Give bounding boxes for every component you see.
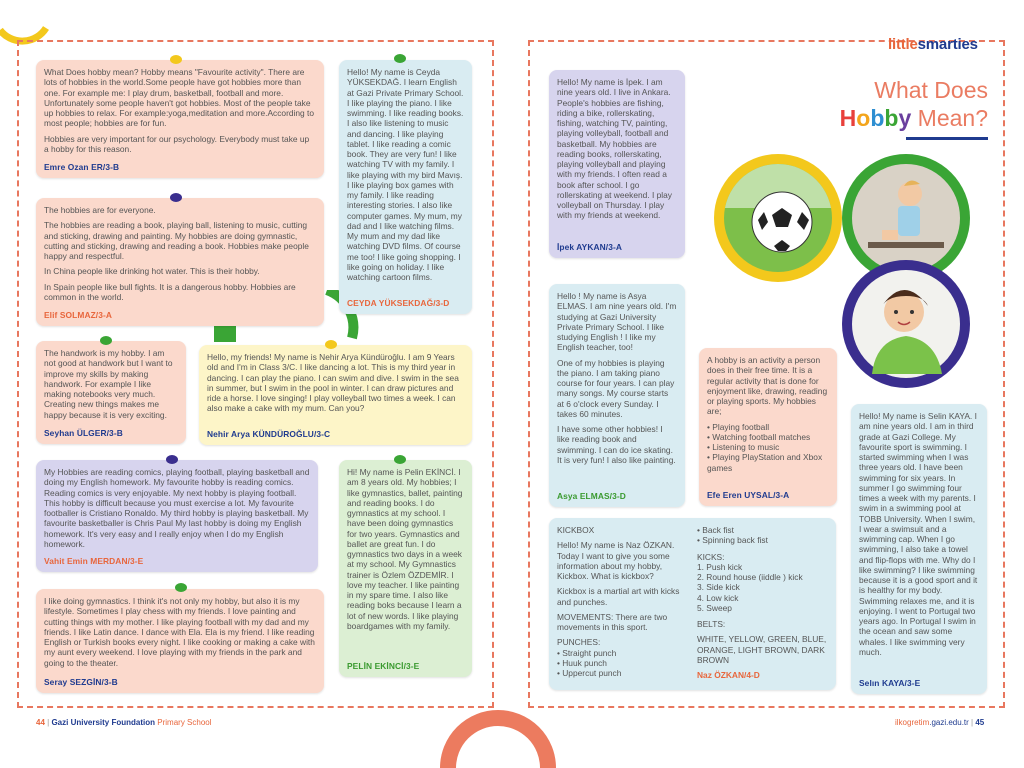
brand-logo-part: li (888, 36, 896, 53)
note-text: Hello, my friends! My name is Nehir Arya Kündüroğlu. I am 9 Years old and I'm in Class 3/C. I like dancing a lot. This is my third year in dancing. I can play the piano. I can swim and dive. I swim in the sea in summer, but I swim in the pool in winter. I can draw pictures and ride a horse. I love singing! I play volleyball two times a week. I can also make a cake with my mum. Can you? (207, 352, 459, 414)
hobby-list-item: • Watching football matches (707, 431, 811, 442)
girl-photo (838, 256, 974, 392)
pin (394, 54, 406, 63)
footer-site: ilkogretim (895, 718, 930, 727)
note-efe (699, 348, 837, 506)
title-line1: What Does (874, 77, 988, 103)
note-nehir (199, 345, 472, 445)
title-hobby-letter: b (870, 105, 885, 131)
note-asya (549, 284, 685, 507)
fist-list (697, 525, 831, 546)
footer-right (895, 718, 984, 727)
football-photo (710, 150, 846, 286)
note-naz (549, 518, 836, 690)
naz-right-column (697, 525, 831, 680)
brand-logo (888, 36, 978, 53)
note-ipek (549, 70, 685, 258)
note-author: Vahit Emin MERDAN/3-E (44, 555, 144, 566)
note-text: In China people like drinking hot water. This is their hobby. (44, 266, 260, 277)
title-hobby-letter: b (884, 105, 899, 131)
page-title (800, 76, 988, 132)
note-text: Hello ! My name is Asya ELMAS. I am nine years old. I'm studying at Gazi University Private Primary School. I like studying English ! I like my English teacher, too! (557, 291, 677, 353)
pin (100, 336, 112, 345)
note-text: Hello! My name is İpek. I am nine years old. I live in Ankara. People's hobbies are fishing, riding a bike, rollerskating, fishing, watching TV, painting, playing volleyball, football and basketball. My hobbies are reading books, rollerskating, playing volleyball and playing with my friends. I often read a book after school. I go rollerskating at weekend. I play volleyball on Thursday. I play with my friends at weekend. (557, 77, 672, 221)
note-author: Asya ELMAS/3-D (557, 490, 626, 501)
note-text: The handwork is my hobby. I am not good at handwork but I want to improve my skills by making handwork. For example I like making notebooks very much. Creating new things makes me happy because it is very exciting. (44, 348, 173, 420)
pin (175, 583, 187, 592)
note-author: Efe Eren UYSAL/3-A (707, 489, 790, 500)
note-text: A hobby is an activity a person does in their free time. It is a regular activity that is done for enjoyment like, drawing, reading or playing sports. My hobbies are; (707, 355, 828, 417)
page-number: 44 (36, 718, 45, 727)
footer-site-domain: .gazi.edu.tr (929, 718, 969, 727)
note-label: BELTS: (697, 619, 726, 629)
note-author: Elif SOLMAZ/3-A (44, 309, 113, 320)
title-line2 (800, 104, 988, 132)
note-label: PUNCHES: (557, 637, 601, 648)
title-underline (906, 137, 988, 140)
naz-left-column (557, 525, 693, 682)
note-author: Nehir Arya KÜNDÜROĞLU/3-C (207, 428, 331, 439)
title-hobby-letter: y (898, 105, 912, 131)
note-text: In Spain people like bull fights. It is a dangerous hobby. Hobbies are common in the world. (44, 281, 296, 302)
note-author: Seray SEZGİN/3-B (44, 676, 118, 687)
note-text: I have some other hobbies! I like reading book and swimming. I can do ice skating. It is very fun! I also like painting. (557, 424, 676, 465)
note-selin (851, 404, 987, 694)
punch-item: • Huuk punch (557, 657, 607, 668)
pin (166, 455, 178, 464)
footer-separator: | (971, 718, 974, 727)
fist-item: • Spinning back fist (697, 535, 768, 546)
brand-logo-part: ttle (895, 36, 918, 53)
hobby-list-item: • Playing PlayStation and Xbox games (707, 452, 823, 473)
note-author: CEYDA YÜKSEKDAĞ/3-D (347, 297, 450, 308)
note-emre (36, 60, 324, 178)
pin (394, 455, 406, 464)
note-author: Emre Ozan ER/3-B (44, 161, 120, 172)
note-text: Hi! My name is Pelin EKİNCİ. I am 8 years old. My hobbies; I like gymnastics, ballet, painting and reading books. I do gymnastics at my school. I have been doing gymnastics for two years. Gymnastics and ballet are great fun. I do gymnastics two days in a week at my school. My Gymnastics trainer is Özlem ÖZDEMİR. I love my teacher. I like painting in my spare time. I also like reading boks because I learn a lot of new words. I like playing boardgames with my family. (347, 467, 463, 631)
pin (170, 55, 182, 64)
note-text: The hobbies are reading a book, playing ball, listening to music, cutting and sticking, drawing and painting. My hobbies are doing gymnastic, cutting and sticking, drawing and reading a book. Hobbies make people happy and respectful. (44, 220, 309, 261)
note-seyhan (36, 341, 186, 444)
pin (170, 193, 182, 202)
title-mean: Mean? (917, 105, 988, 131)
kick-item: 4. Low kick (697, 592, 739, 603)
belts-text: WHITE, YELLOW, GREEN, BLUE, ORANGE, LIGHT BROWN, DARK BROWN (697, 634, 827, 665)
footer-school: Primary School (157, 718, 212, 727)
note-pelin (339, 460, 472, 677)
kick-item: 1. Push kick (697, 561, 743, 572)
note-text: Kickbox is a martial art with kicks and punches. (557, 586, 680, 607)
note-elif (36, 198, 324, 326)
note-text: What Does hobby mean? Hobby means "Favourite activity". There are lots of hobbies in the world.Some people have got hobbies more than one. For example me: I play drum, basketball, football and more. Unfortunately some people haven't got hobbies. Most of the people take up hobbies to relax. For example:yoga,meditation and more.According to most people; hobbies are for fun. (44, 67, 315, 129)
note-seray (36, 589, 324, 693)
page-number: 45 (975, 718, 985, 727)
note-author: Naz ÖZKAN/4-D (697, 670, 760, 680)
punch-item: • Uppercut punch (557, 668, 622, 678)
note-ceyda (339, 60, 472, 314)
note-author: Selın KAYA/3-E (859, 677, 921, 688)
note-text: Hello! My name is Ceyda YÜKSEKDAĞ. I learn English at Gazi Private Primary School. I like playing the piano. I like swimming. I like reading books. I also like listening to music and dancing. I like playing tablet. I like reading a comic book. They are very fun! I like watching TV with my family. I like playing with my bird Mavış. I like playing box games with my family. I like reading interesting stories. I also like computer games. My mum, my dad and I like watching films. My mum and my dad like watching DVD films. Of course me too! I like going shopping. I like going on holiday. I like watching cartoon films. (347, 67, 464, 282)
note-text: The hobbies are for everyone. (44, 205, 156, 215)
note-text: Hello! My name is Naz ÖZKAN. Today I want to give you some information about my hobby, Kickbox. What is kickbox? (557, 540, 675, 581)
footer-separator: | (47, 718, 50, 727)
note-author: İpek AYKAN/3-A (557, 241, 623, 252)
note-vahit (36, 460, 318, 572)
title-hobby-letter: o (856, 105, 871, 131)
kick-item: 3. Side kick (697, 582, 740, 593)
hobby-list-item: • Playing football (707, 421, 770, 432)
kick-item: 2. Round house (iiddle ) kick (697, 572, 803, 582)
note-text: Hobbies are very important for our psychology. Everybody must take up a hobby for this reason. (44, 133, 310, 154)
note-text: My Hobbies are reading comics, playing football, playing basketball and doing my English homework. My favourite hobby is reading comics. Reading comics is very enjoyable. My next hobby is playing football. This hobby is difficult because you must exercise a lot. My favourite footballer is Cristiano Ronaldo. My third hobby is playing basketball. My favourite basketballer is Chris Paul My last hobby is doing my English homework. It's very easy and I really enjoy when I do my English homework. (44, 467, 310, 549)
note-author: PELİN EKİNCİ/3-E (347, 660, 420, 671)
punch-list (557, 648, 693, 679)
note-label: KICKS: (697, 551, 725, 562)
hobby-list (707, 422, 829, 473)
note-text: Hello! My name is Selin KAYA. I am nine years old. I am in third grade at Gazi College. My favourite sport is swimming. I started swimming when I was three years old. I have been swimming for six years. In summer I go swimming four times a week with my parents. I swim in a swimming pool at TOBB University. When I swim, I wear a swimsuit and a swimming cap. When I go swimming, I also take a towel and flip-flops with me. Why do I like swimming? I like swimming because it is a good sport and it is healthy for my body. Swimming relaxes me, and it is enjoying. I went to Portugal two years ago. In Portugal I swim in the ocean and saw some whales. I like swimming very much. (859, 411, 978, 657)
note-text: MOVEMENTS: There are two movements in this sport. (557, 611, 668, 632)
note-author: Seyhan ÜLGER/3-B (44, 427, 123, 438)
kick-list (697, 562, 831, 613)
footer-org: Gazi University Foundation (51, 718, 156, 727)
note-text: I like doing gymnastics. I think it's not only my hobby, but also it is my lifestyle. Sometimes I play chess with my friends. I love painting and cutting things with my mother. I like playing football with my dad and my friends. I like Latin dance. I dance with Ela. Ela is my friend. I like reading English or Turkish books every night. I like cooking or making a cake with my aunt every weekend. I love playing with my friends in the park and going to the theater. (44, 596, 315, 668)
footer-left (36, 718, 212, 727)
fist-item: • Back fist (697, 525, 734, 535)
brand-logo-part: smarties (917, 36, 978, 53)
note-heading: KICKBOX (557, 525, 595, 535)
note-text: One of my hobbies is playing the piano. I am taking piano course for four years. I can play many songs. My course starts at 6 o'clock every Sunday. I takes 60 minutes. (557, 357, 675, 419)
punch-item: • Straight punch (557, 647, 617, 658)
hobby-list-item: • Listening to music (707, 442, 780, 452)
kick-item: 5. Sweep (697, 602, 732, 613)
pin (325, 340, 337, 349)
title-hobby-letter: H (839, 105, 857, 131)
